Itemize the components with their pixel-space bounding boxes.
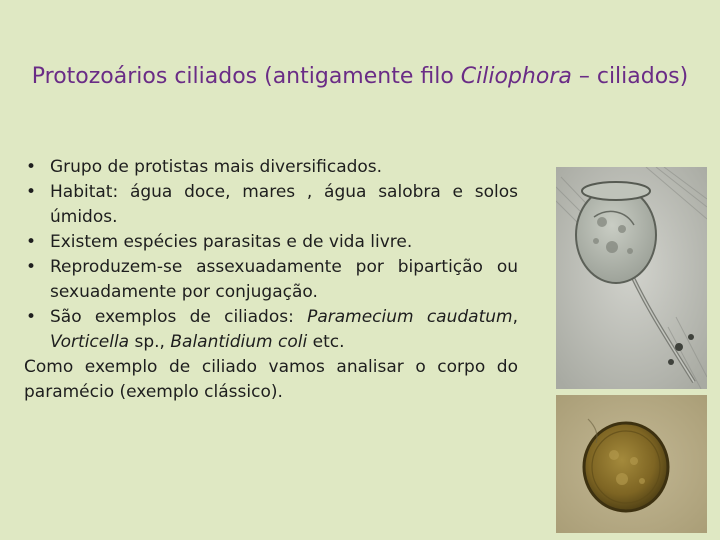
bullet-text: Existem espécies parasitas e de vida livre. [50,232,413,252]
bullet-text: Grupo de protistas mais diversificados. [50,157,383,177]
example-vorticella-suffix: sp., [129,332,171,352]
slide-body [24,155,518,405]
bullet-text: Habitat: água doce, mares , água salobra e solos úmidos. [50,182,518,227]
bullet-marker: • [26,182,37,202]
example-vorticella: Vorticella [50,332,130,352]
bullet-marker: • [26,257,37,277]
example-separator: , [512,307,518,327]
cyst-illustration [556,395,707,533]
bullet-text: Reproduzem-se assexuadamente por bipartição ou sexuadamente por conjugação. [50,257,518,302]
bullet-marker: • [26,157,37,177]
bullet-list [24,155,518,355]
bullet-item [24,230,518,255]
bullet-marker: • [26,307,37,327]
bullet-marker: • [26,232,37,252]
bullet-item [24,155,518,180]
bullet-text-prefix: São exemplos de ciliados: [50,307,308,327]
bullet-item [24,180,518,230]
slide-title [18,60,702,94]
example-balantidium: Balantidium coli [170,332,308,352]
bullet-item [24,305,518,355]
bullet-item [24,255,518,305]
vorticella-illustration [556,167,707,389]
title-italic-genus: Ciliophora [460,64,572,89]
example-paramecium: Paramecium caudatum [307,307,513,327]
title-part-1: Protozoários ciliados (antigamente filo [31,64,461,89]
closing-paragraph: Como exemplo de ciliado vamos analisar o corpo do paramécio (exemplo clássico). [24,357,518,402]
bullet-text-suffix: etc. [307,332,345,352]
title-part-2: – ciliados) [571,64,689,89]
vorticella-photo [556,167,707,389]
cyst-photo [556,395,707,533]
